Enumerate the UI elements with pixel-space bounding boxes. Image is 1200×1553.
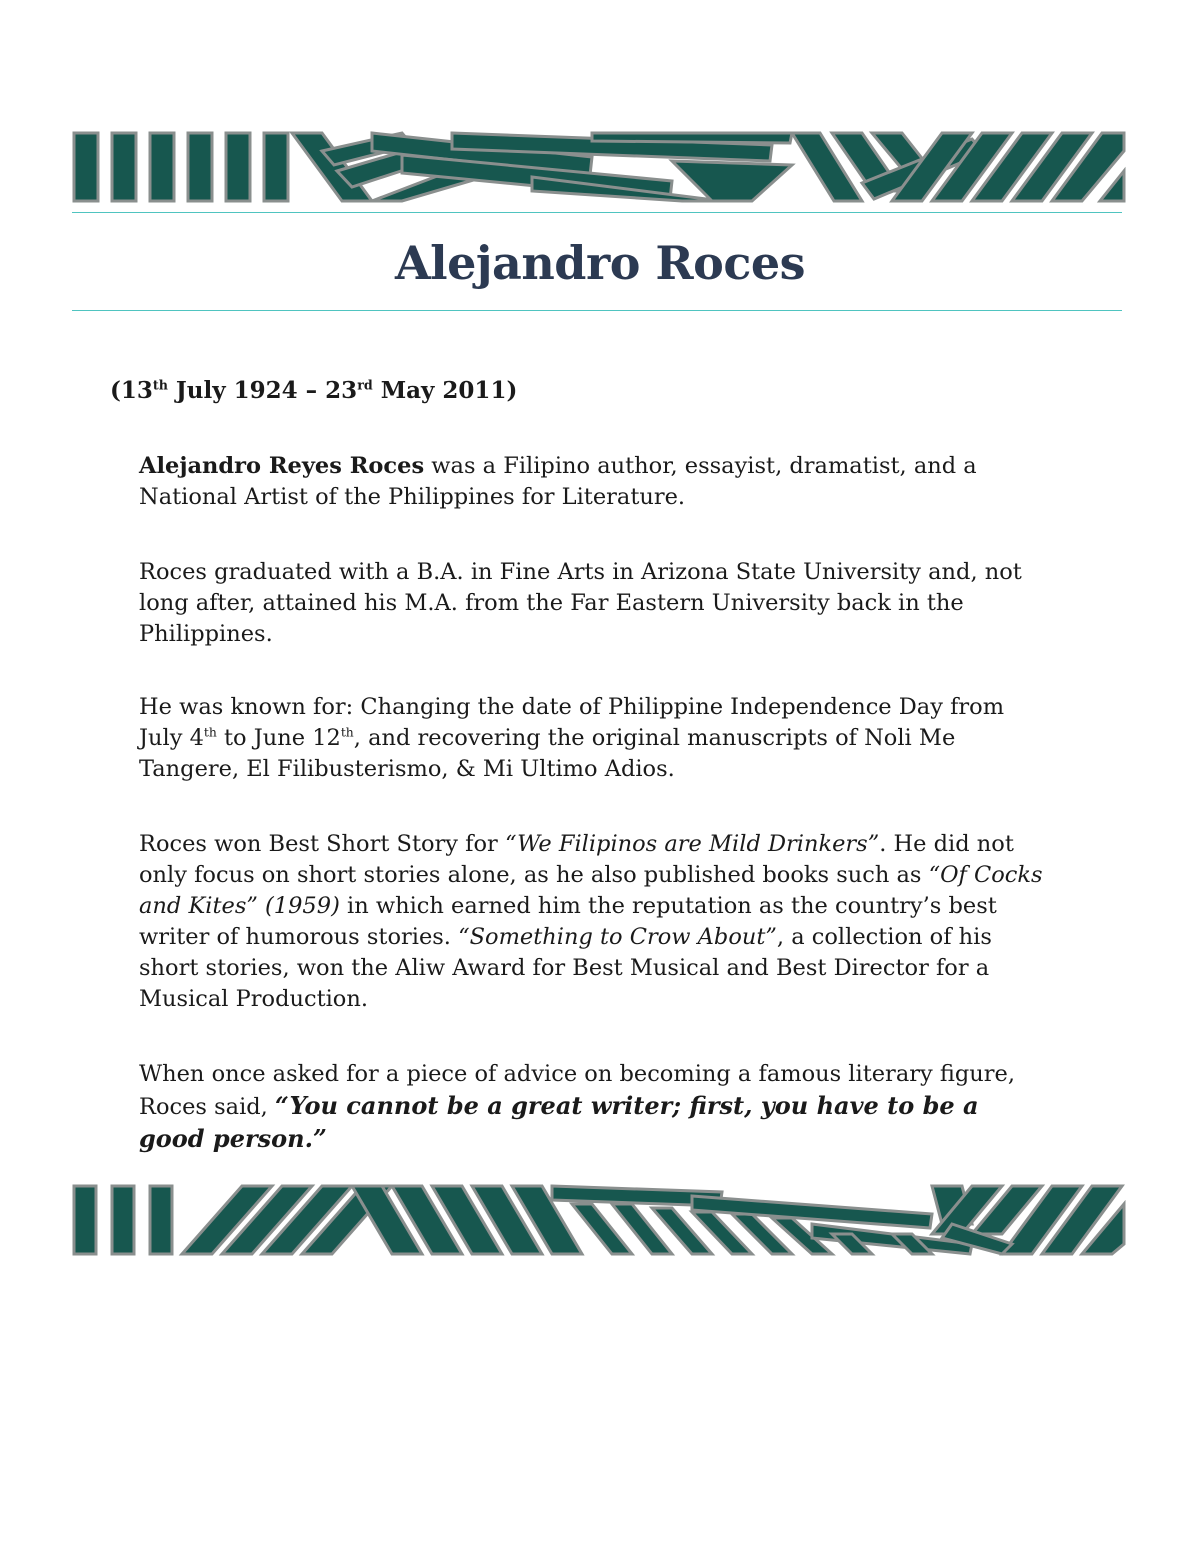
bottom-decorative-banner — [72, 1184, 1126, 1256]
title-bottom-rule — [72, 310, 1122, 311]
paragraph-intro — [139, 451, 1044, 513]
page-title: Alejandro Roces — [394, 236, 805, 290]
top-decorative-banner — [72, 131, 1126, 203]
top-banner-stripes — [72, 131, 1126, 203]
works-text-b: . He did not only focus on short stories alone, as he also published books such as — [139, 831, 1014, 888]
advice-quote: “You cannot be a great writer; first, you have to be a good person.” — [139, 1091, 979, 1153]
paragraph-works — [139, 829, 1044, 1015]
dates-sup-1: th — [152, 377, 168, 393]
work-title-2: “Of Cocks and Kites” (1959) — [139, 862, 1043, 919]
paragraph-education: Roces graduated with a B.A. in Fine Arts in Arizona State University and, not long after, attained his M.A. from the Far Eastern University back in the Philippines. — [139, 559, 1022, 647]
works-text-d: , a collection of his short stories, won the Aliw Award for Best Musical and Best Director for a Musical Production. — [139, 924, 992, 1012]
works-text-c: in which earned him the reputation as the country’s best writer of humorous stories. — [139, 893, 997, 950]
dates-close: May 2011) — [372, 377, 518, 404]
known-for-text-c: , and recovering the original manuscripts of Noli Me Tangere, El Filibusterismo, & Mi Ultimo Adios. — [139, 725, 956, 782]
intro-text: was a Filipino author, essayist, dramatist, and a National Artist of the Philippines for Literature. — [139, 453, 977, 510]
dates-mid: July 1924 – 23 — [167, 377, 358, 404]
known-for-text-b: to June 12 — [216, 725, 341, 751]
known-for-sup-1: th — [203, 725, 217, 740]
paragraph-advice — [139, 1059, 1044, 1156]
works-text-a: Roces won Best Short Story for — [139, 831, 505, 857]
full-name: Alejandro Reyes Roces — [139, 453, 425, 479]
dates-open: (13 — [110, 377, 153, 404]
known-for-sup-2: th — [340, 725, 354, 740]
paragraph-known-for — [139, 692, 1044, 785]
known-for-text-a: He was known for: Changing the date of Philippine Independence Day from July 4 — [139, 694, 1005, 751]
work-title-3: “Something to Crow About” — [458, 924, 777, 950]
dates-sup-2: rd — [357, 377, 373, 393]
life-dates — [110, 377, 517, 404]
bottom-banner-stripes — [72, 1184, 1126, 1256]
title-top-rule — [72, 212, 1122, 213]
work-title-1: “We Filipinos are Mild Drinkers” — [504, 831, 880, 857]
advice-text: When once asked for a piece of advice on becoming a famous literary figure, Roces said, — [139, 1061, 1015, 1120]
